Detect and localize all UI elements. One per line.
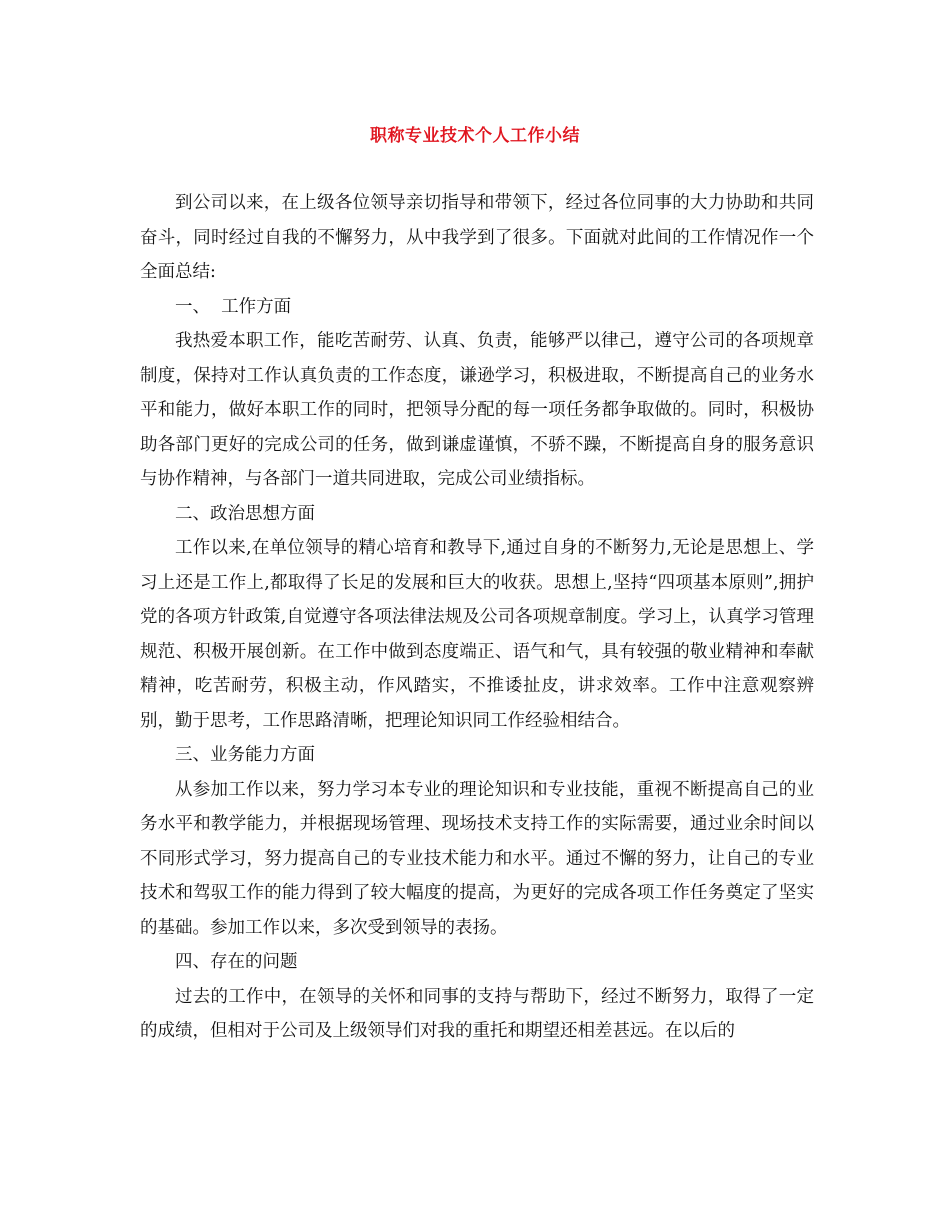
section-heading-work: 一、 工作方面 [175,296,292,317]
section-heading-political: 二、政治思想方面 [175,503,315,524]
ability-paragraph: 从参加工作以来，努力学习本专业的理论知识和专业技能，重视不断提高自己的业务水平和教学能力，并根据现场管理、现场技术支持工作的实际需要，通过业余时间以不同形式学习，努力提高自己的专业技术能力和水平。通过不懈的努力，让自己的专业技术和驾驭工作的能力得到了较大幅度的提高，为更好的完成各项工作任务奠定了坚实的基础。参加工作以来，多次受到领导的表扬。 [140,779,814,938]
work-paragraph: 我热爱本职工作，能吃苦耐劳、认真、负责，能够严以律己，遵守公司的各项规章制度，保持对工作认真负责的工作态度，谦逊学习，积极进取，不断提高自己的业务水平和能力，做好本职工作的同时，把领导分配的每一项任务都争取做的。同时，积极协助各部门更好的完成公司的任务，做到谦虚谨慎，不骄不躁，不断提高自身的服务意识与协作精神，与各部门一道共同进取，完成公司业绩指标。 [140,331,814,489]
section-heading-problems: 四、存在的问题 [175,952,298,972]
section-heading-ability: 三、业务能力方面 [175,745,315,765]
political-paragraph: 工作以来,在单位领导的精心培育和教导下,通过自身的不断努力,无论是思想上、学习上还是工作上,都取得了长足的发展和巨大的收获。思想上,坚持“四项基本原则”,拥护党的各项方针政策,自觉遵守各项法律法规及公司各项规章制度。学习上，认真学习管理规范、积极开展创新。在工作中做到态度端正、语气和气，具有较强的敬业精神和奉献精神，吃苦耐劳，积极主动，作风踏实，不推诿扯皮，讲求效率。工作中注意观察辨别，勤于思考，工作思路清晰，把理论知识同工作经验相结合。 [140,538,814,731]
document-title: 职称专业技术个人工作小结 [370,126,580,146]
problems-paragraph: 过去的工作中，在领导的关怀和同事的支持与帮助下，经过不断努力，取得了一定的成绩，但相对于公司及上级领导们对我的重托和期望还相差甚远。在以后的 [140,986,814,1041]
document-body [140,186,814,1049]
intro-paragraph: 到公司以来，在上级各位领导亲切指导和带领下，经过各位同事的大力协助和共同奋斗，同时经过自我的不懈努力，从中我学到了很多。下面就对此间的工作情况作一个全面总结: [140,193,814,282]
